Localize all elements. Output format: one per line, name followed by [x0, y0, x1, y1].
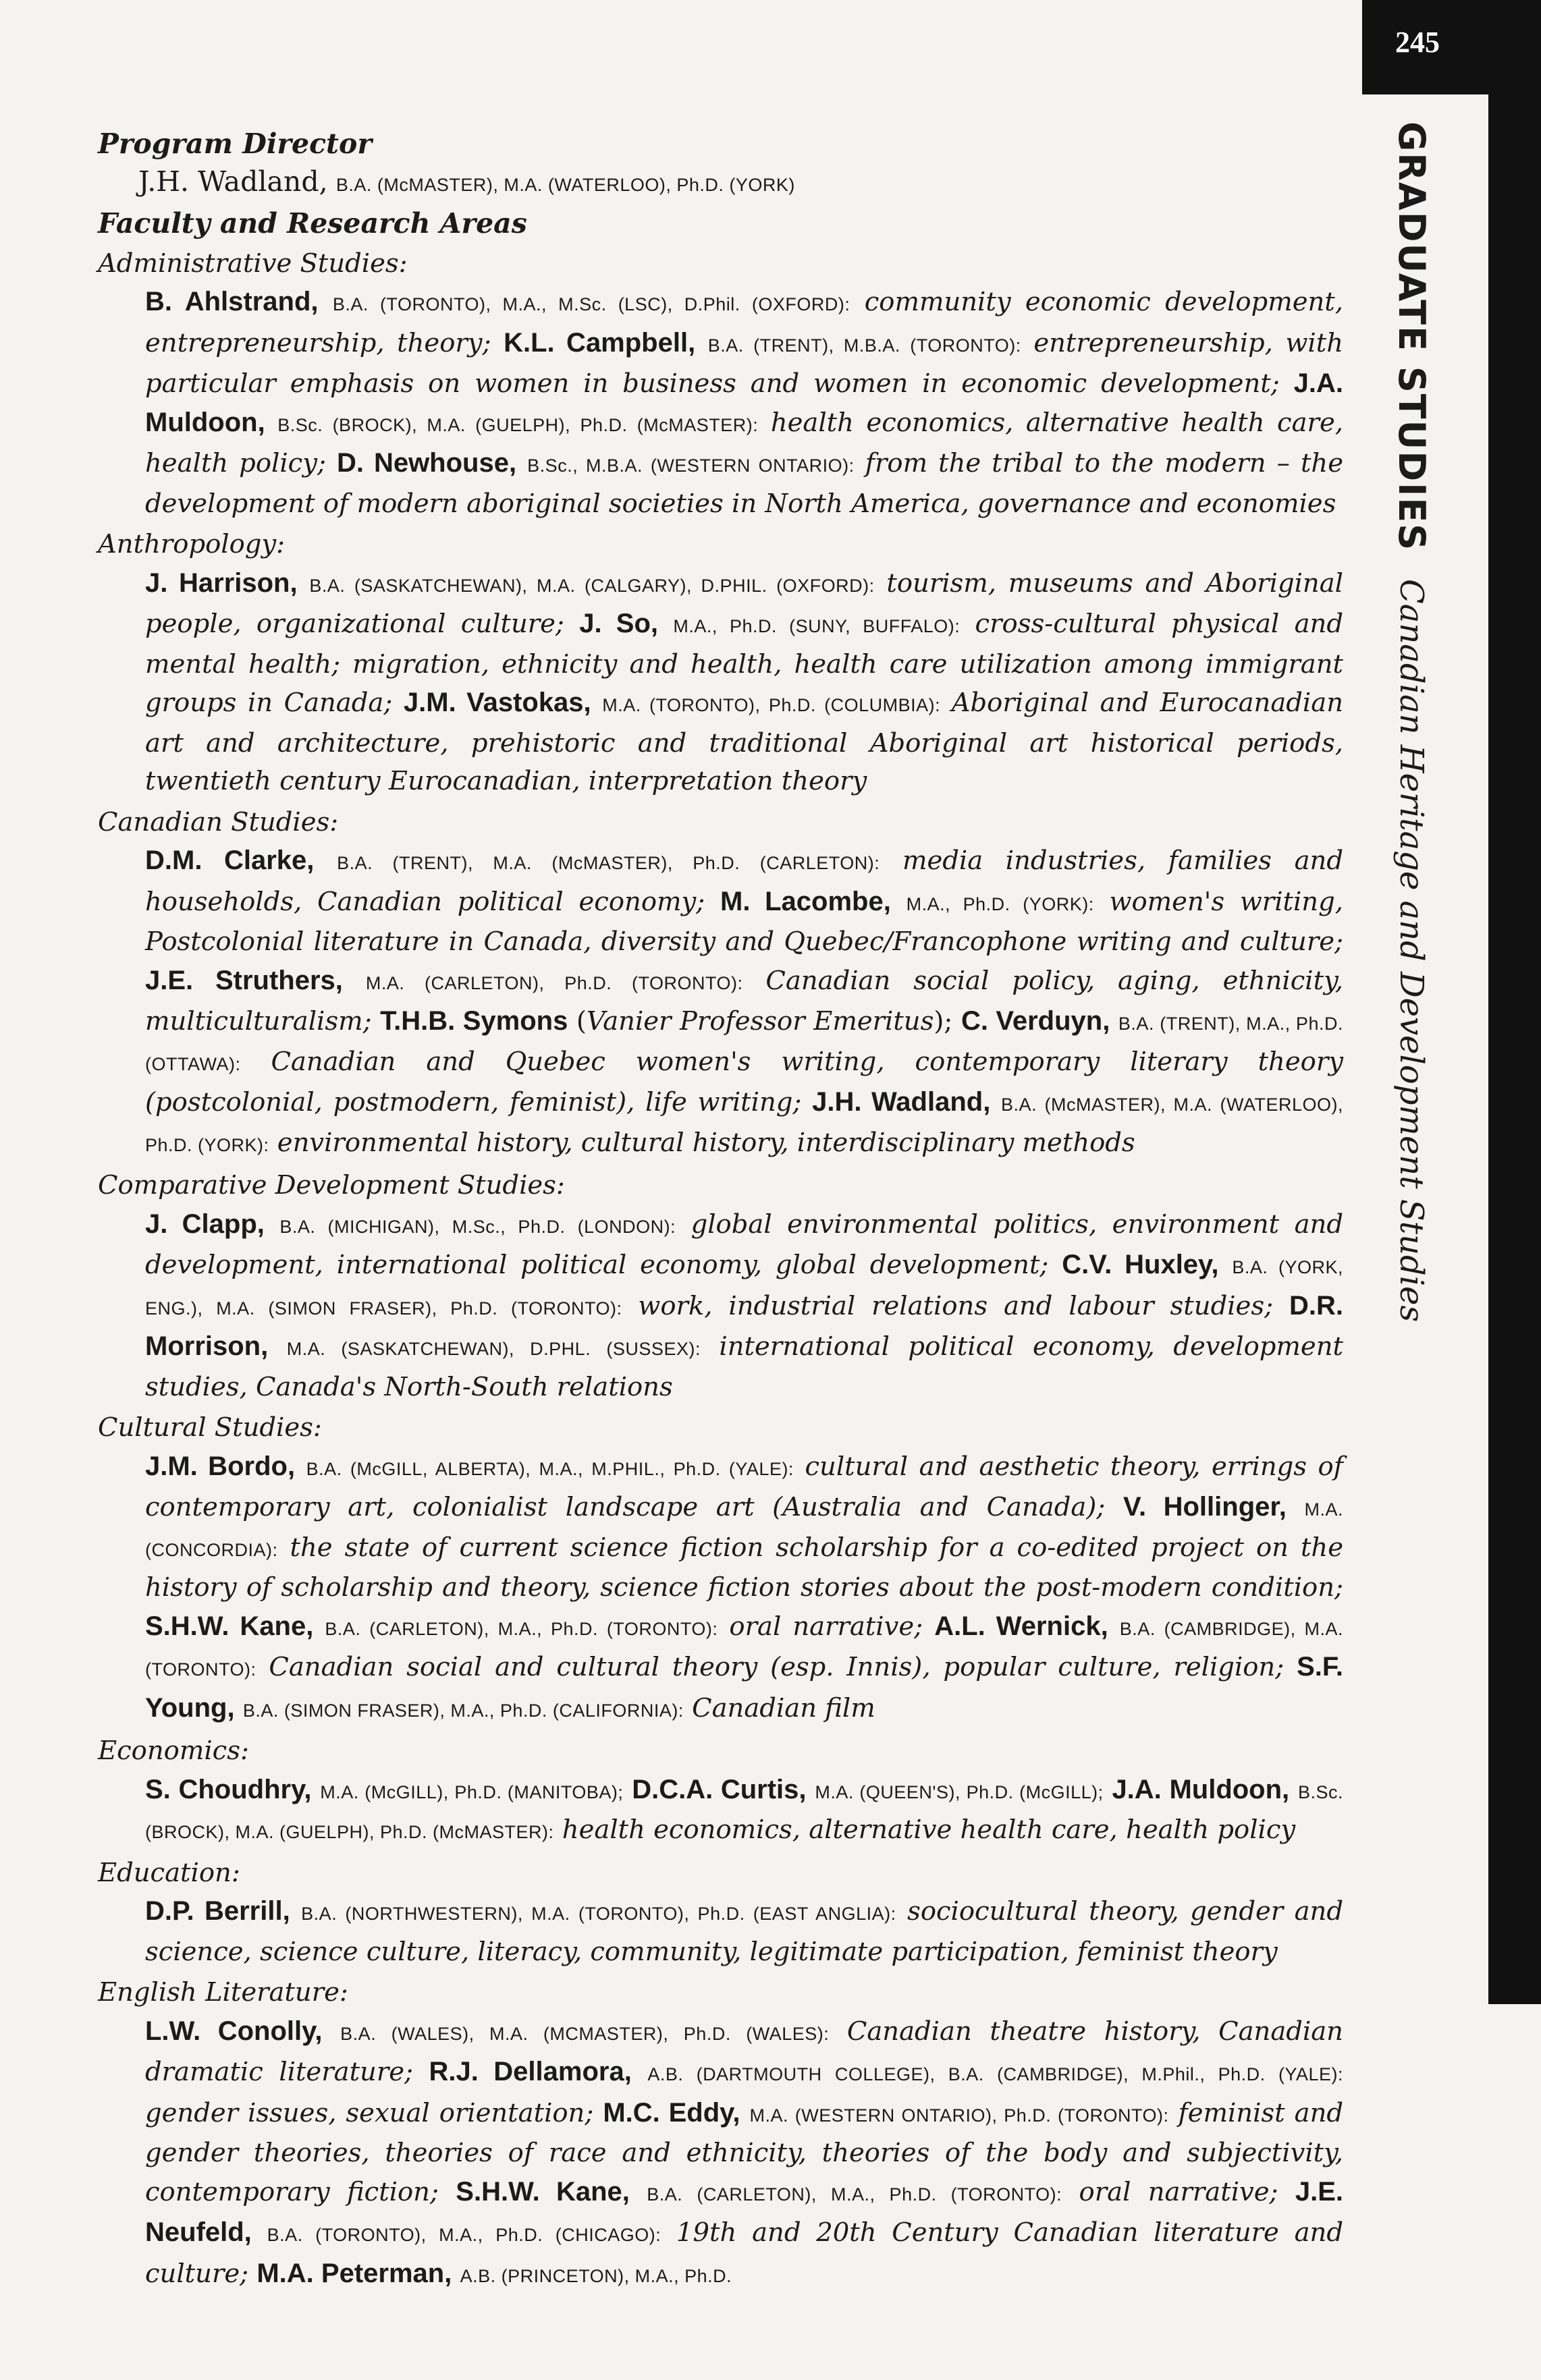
- faculty-credentials: M.A. (QUEEN'S), Ph.D. (McGILL);: [815, 1781, 1104, 1802]
- area-name: Education:: [98, 1857, 240, 1888]
- research-areas: cross-cultural physical and mental health; migration, ethnicity and health, health care utilization among immigrant groups in Canada;: [145, 609, 1343, 718]
- area-faculty-text: [145, 841, 1343, 1164]
- research-areas: oral narrative;: [729, 1611, 923, 1642]
- research-areas: Canadian social and cultural theory (esp. Innis), popular culture, religion;: [269, 1652, 1285, 1682]
- faculty-area: [98, 804, 1343, 1165]
- faculty-credentials: B.A. (YORK, ENG.), M.A. (SIMON FRASER), Ph.D. (TORONTO):: [145, 1257, 1343, 1319]
- research-areas: sociocultural theory, gender and science, science culture, literacy, community, legitimate participation, feminist theory: [145, 1896, 1343, 1967]
- research-areas: gender issues, sexual orientation;: [145, 2097, 594, 2128]
- research-areas: 19th and 20th Century Canadian literature and culture;: [145, 2217, 1343, 2289]
- area-faculty-text: [145, 564, 1343, 801]
- faculty-name: J.E. Struthers,: [145, 965, 343, 995]
- faculty-credentials: B.A. (TRENT), M.A. (McMASTER), Ph.D. (CARLETON):: [337, 853, 880, 873]
- faculty-credentials: B.A. (WALES), M.A. (MCMASTER), Ph.D. (WALES):: [340, 2023, 830, 2044]
- program-director-line: [138, 163, 1343, 204]
- faculty-name: B. Ahlstrand,: [145, 287, 319, 316]
- faculty-credentials: B.A. (TRENT), M.B.A. (TORONTO):: [707, 335, 1021, 356]
- research-areas: Canadian theatre history, Canadian dramatic literature;: [145, 2016, 1343, 2087]
- faculty-name: S.H.W. Kane,: [456, 2176, 630, 2207]
- note-open: (: [576, 1006, 587, 1036]
- faculty-name: A.L. Wernick,: [934, 1611, 1108, 1641]
- research-areas: community economic development, entrepreneurship, theory;: [145, 287, 1344, 358]
- research-areas: oral narrative;: [1079, 2176, 1278, 2207]
- faculty-name: C.V. Huxley,: [1062, 1250, 1219, 1279]
- faculty-name: D. Newhouse,: [337, 448, 517, 478]
- faculty-credentials: B.A. (MICHIGAN), M.Sc., Ph.D. (LONDON):: [279, 1216, 676, 1237]
- faculty-credentials: B.A. (CAMBRIDGE), M.A. (TORONTO):: [145, 1618, 1343, 1680]
- faculty-credentials: M.A. (McGILL), Ph.D. (MANITOBA);: [320, 1781, 624, 1802]
- faculty-credentials: B.A. (McMASTER), M.A. (WATERLOO), Ph.D. (YORK):: [145, 1095, 1343, 1155]
- research-areas: global environmental politics, environment and development, international political economy, global development;: [145, 1209, 1343, 1280]
- research-areas: tourism, museums and Aboriginal people, organizational culture;: [145, 568, 1343, 639]
- area-name: Anthropology:: [98, 529, 286, 559]
- faculty-name: M. Lacombe,: [720, 886, 891, 916]
- faculty-credentials: B.A. (NORTHWESTERN), M.A. (TORONTO), Ph.D. (EAST ANGLIA):: [301, 1904, 896, 1924]
- director-credentials: B.A. (McMASTER), M.A. (WATERLOO), Ph.D. (YORK): [335, 175, 795, 195]
- faculty-name: M.C. Eddy,: [603, 2097, 740, 2128]
- faculty-credentials: B.Sc. (BROCK), M.A. (GUELPH), Ph.D. (McMASTER):: [145, 1781, 1343, 1842]
- note-close: );: [934, 1006, 953, 1036]
- faculty-name: C. Verduyn,: [961, 1006, 1110, 1036]
- area-faculty-text: [145, 1771, 1343, 1852]
- faculty-credentials: A.B. (PRINCETON), M.A., Ph.D.: [460, 2265, 732, 2286]
- faculty-credentials: M.A. (WESTERN ONTARIO), Ph.D. (TORONTO):: [749, 2105, 1169, 2126]
- area-faculty-text: [145, 1205, 1343, 1407]
- faculty-area: [98, 1854, 1343, 1972]
- faculty-name: L.W. Conolly,: [145, 2016, 323, 2046]
- faculty-credentials: M.A., Ph.D. (YORK):: [906, 893, 1094, 914]
- faculty-name: J. Clapp,: [145, 1209, 265, 1239]
- research-areas: feminist and gender theories, theories of race and ethnicity, theories of the body and subjectivity, contemporary fiction;: [145, 2097, 1344, 2207]
- faculty-name: S. Choudhry,: [145, 1774, 312, 1804]
- area-faculty-text: [145, 283, 1343, 523]
- section-tab-bar: [1488, 94, 1541, 2004]
- page-number: 245: [1395, 26, 1440, 59]
- faculty-name: D.R. Morrison,: [145, 1290, 1343, 1361]
- faculty-name: V. Hollinger,: [1123, 1492, 1287, 1522]
- faculty-credentials: B.A. (McGILL, ALBERTA), M.A., M.PHIL., Ph.D. (YALE):: [306, 1458, 794, 1479]
- faculty-credentials: M.A. (CARLETON), Ph.D. (TORONTO):: [365, 972, 743, 993]
- area-faculty-text: [145, 1892, 1343, 1971]
- faculty-name: J.A. Muldoon,: [1112, 1774, 1290, 1804]
- area-name: Cultural Studies:: [98, 1412, 322, 1443]
- faculty-name: R.J. Dellamora,: [429, 2057, 632, 2086]
- faculty-credentials: B.A. (TRENT), M.A., Ph.D. (OTTAWA):: [145, 1014, 1343, 1074]
- faculty-name: J.A. Muldoon,: [145, 368, 1344, 437]
- faculty-credentials: B.A. (TORONTO), M.A., Ph.D. (CHICAGO):: [267, 2225, 661, 2245]
- area-name: Administrative Studies:: [98, 248, 408, 279]
- research-areas: international political economy, development studies, Canada's North-South relations: [145, 1331, 1343, 1402]
- faculty-name: J.E. Neufeld,: [145, 2176, 1344, 2247]
- research-areas: entrepreneurship, with particular emphasis on women in business and women in economic development;: [145, 327, 1344, 399]
- area-name: Canadian Studies:: [98, 806, 339, 837]
- faculty-area: [98, 1167, 1343, 1406]
- faculty-area: [98, 1732, 1343, 1852]
- faculty-note: Vanier Professor Emeritus: [586, 1006, 934, 1036]
- faculty-name: J.H. Wadland,: [812, 1087, 991, 1117]
- side-heading-sub: Canadian Heritage and Development Studies: [1393, 579, 1430, 1323]
- research-areas: Canadian social policy, aging, ethnicity, multiculturalism;: [145, 965, 1343, 1036]
- faculty-credentials: A.B. (DARTMOUTH COLLEGE), B.A. (CAMBRIDGE), M.Phil., Ph.D. (YALE):: [647, 2064, 1343, 2084]
- faculty-area: [98, 526, 1343, 801]
- research-areas: cultural and aesthetic theory, errings of contemporary art, colonialist landscape art (Australia and Canada);: [145, 1451, 1343, 1522]
- area-name: Economics:: [98, 1736, 249, 1766]
- faculty-name: J. So,: [579, 609, 659, 638]
- faculty-area: [98, 245, 1343, 524]
- area-name: English Literature:: [98, 1977, 348, 2008]
- faculty-credentials: M.A. (TORONTO), Ph.D. (COLUMBIA):: [602, 695, 941, 715]
- side-running-heading: [1390, 121, 1433, 1322]
- area-name: Comparative Development Studies:: [98, 1170, 565, 1200]
- research-areas: the state of current science fiction scholarship for a co-edited project on the history of scholarship and theory, science fiction stories about the post-modern condition;: [145, 1532, 1343, 1603]
- faculty-name: D.C.A. Curtis,: [632, 1774, 807, 1804]
- research-areas: health economics, alternative health care, health policy: [562, 1815, 1296, 1845]
- faculty-name: S.H.W. Kane,: [145, 1611, 314, 1641]
- area-faculty-text: [145, 2012, 1343, 2296]
- faculty-name: J. Harrison,: [145, 568, 298, 598]
- faculty-name: S.F. Young,: [145, 1652, 1343, 1723]
- faculty-credentials: B.Sc. (BROCK), M.A. (GUELPH), Ph.D. (McMASTER):: [277, 414, 759, 435]
- research-areas: Aboriginal and Eurocanadian art and architecture, prehistoric and traditional Aboriginal art historical periods, twentieth century Eurocanadian, interpretation theory: [145, 688, 1343, 796]
- faculty-credentials: M.A. (SASKATCHEWAN), D.PHL. (SUSSEX):: [286, 1339, 701, 1359]
- faculty-credentials: B.A. (SIMON FRASER), M.A., Ph.D. (CALIFORNIA):: [242, 1700, 684, 1721]
- research-areas: from the tribal to the modern – the development of modern aboriginal societies in North America, governance and economies: [145, 448, 1344, 519]
- research-areas: Canadian film: [692, 1692, 875, 1723]
- faculty-heading: Faculty and Research Areas: [98, 206, 527, 240]
- main-column: [98, 125, 1343, 2295]
- research-areas: environmental history, cultural history, interdisciplinary methods: [277, 1127, 1135, 1158]
- faculty-name: J.M. Bordo,: [145, 1451, 296, 1481]
- research-areas: Canadian and Quebec women's writing, contemporary literary theory (postcolonial, postmodern, feminist), life writing;: [145, 1046, 1343, 1117]
- research-areas: women's writing, Postcolonial literature in Canada, diversity and Quebec/Francophone writing and culture;: [145, 886, 1343, 957]
- faculty-name: D.P. Berrill,: [145, 1896, 290, 1926]
- faculty-credentials: B.A. (TORONTO), M.A., M.Sc. (LSC), D.Phil. (OXFORD):: [332, 294, 850, 314]
- area-faculty-text: [145, 1447, 1343, 1730]
- research-areas: work, industrial relations and labour studies;: [638, 1290, 1274, 1321]
- faculty-credentials: B.A. (CARLETON), M.A., Ph.D. (TORONTO):: [647, 2184, 1062, 2205]
- research-areas: health economics, alternative health care, health policy;: [145, 407, 1343, 478]
- faculty-name: K.L. Campbell,: [504, 327, 696, 358]
- research-areas: media industries, families and households, Canadian political economy;: [145, 846, 1343, 917]
- faculty-name: T.H.B. Symons: [380, 1006, 568, 1036]
- director-name: J.H. Wadland,: [138, 165, 328, 198]
- faculty-credentials: B.Sc., M.B.A. (WESTERN ONTARIO):: [527, 455, 855, 476]
- faculty-credentials: B.A. (CARLETON), M.A., Ph.D. (TORONTO):: [325, 1618, 718, 1639]
- side-heading-main: GRADUATE STUDIES: [1390, 121, 1433, 552]
- faculty-credentials: M.A. (CONCORDIA):: [145, 1499, 1343, 1560]
- faculty-credentials: M.A., Ph.D. (SUNY, BUFFALO):: [673, 616, 961, 636]
- faculty-area: [98, 1974, 1343, 2295]
- faculty-area-list: [98, 245, 1343, 2296]
- faculty-name: D.M. Clarke,: [145, 846, 315, 875]
- program-director-heading: Program Director: [98, 128, 372, 160]
- faculty-name: M.A. Peterman,: [256, 2258, 452, 2288]
- faculty-area: [98, 1409, 1343, 1729]
- faculty-credentials: B.A. (SASKATCHEWAN), M.A. (CALGARY), D.PHIL. (OXFORD):: [309, 575, 875, 596]
- faculty-name: J.M. Vastokas,: [403, 688, 591, 717]
